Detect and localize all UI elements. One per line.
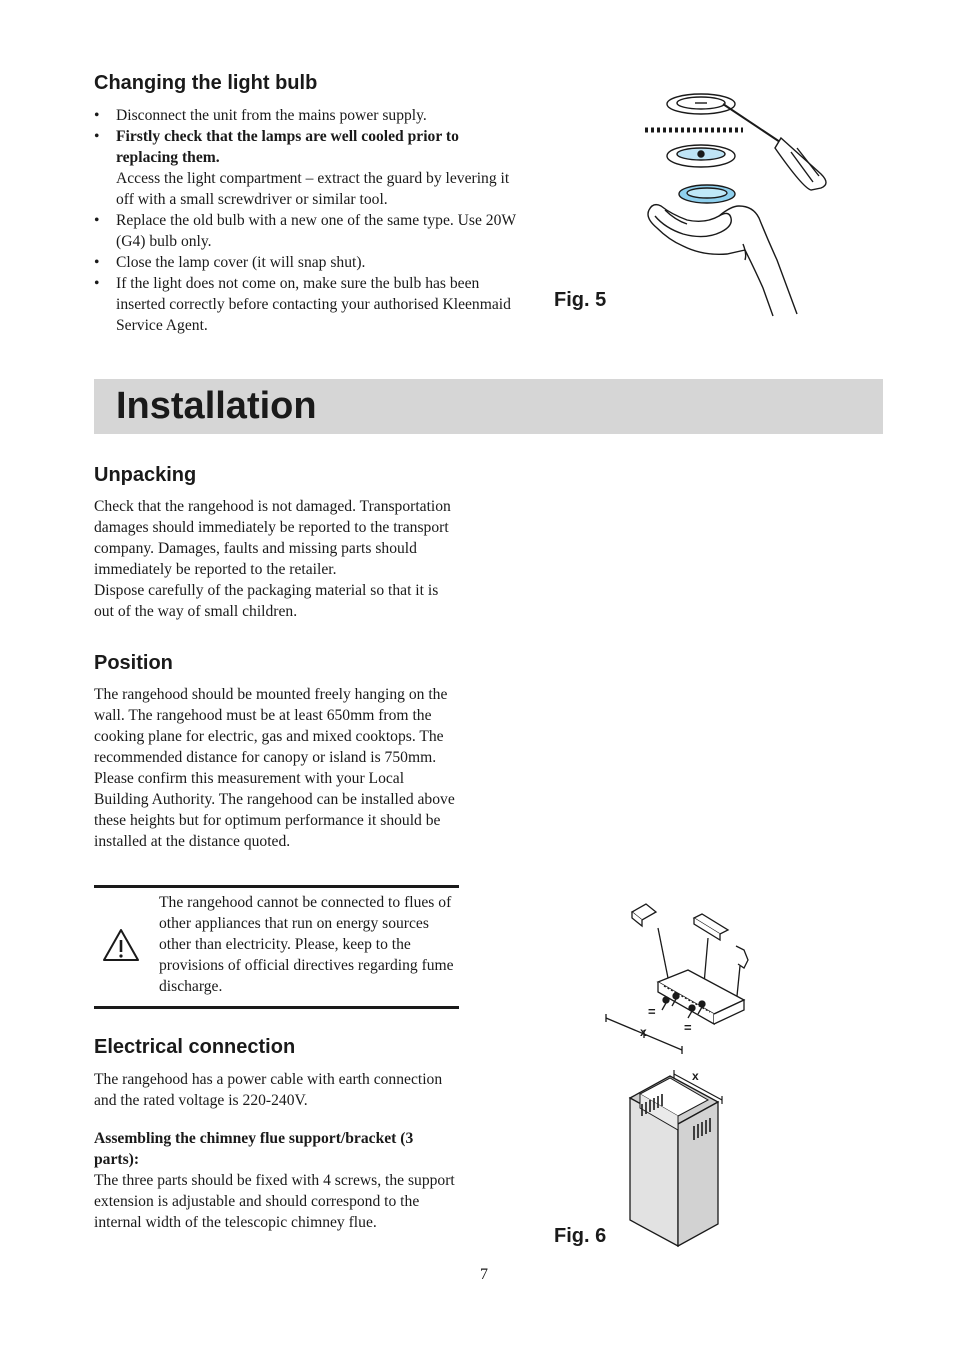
electrical-heading: Electrical connection xyxy=(94,1036,296,1058)
position-text: The rangehood should be mounted freely hanging on the wall. The rangehood must be at least 650mm from the cooking plane for electric, gas and mixed cooktops. The recommended distance for canopy or island is 750mm. Please confirm this measurement with your Local Building Authority. The rangehood can be installed above these heights but for optimum performance it should be installed at the distance quoted. xyxy=(94,686,455,850)
unpacking-text: Check that the rangehood is not damaged. Transportation damages should immediately be reported to the transport company. Damages, faults and missing parts should immediately be reported to the retailer. Dispose carefully of the packaging material so that it is out of the way of small children. xyxy=(94,498,451,620)
electrical-text: The rangehood has a power cable with earth connection and the rated voltage is 220-240V. xyxy=(94,1071,443,1109)
warning-triangle-icon xyxy=(102,928,140,962)
warning-box xyxy=(94,885,459,1009)
fig6-label: Fig. 6 xyxy=(554,1225,607,1247)
light-bulb-heading: Changing the light bulb xyxy=(94,72,318,94)
dimension-x-label: x xyxy=(640,1025,647,1039)
dimension-x-label: x xyxy=(692,1069,699,1083)
equal-mark: = xyxy=(648,1004,656,1019)
list-item: • Disconnect the unit from the mains power supply. xyxy=(94,105,524,126)
section-title: Installation xyxy=(116,385,317,427)
warning-bold-text: Firstly check that the lamps are well cooled prior to replacing them. xyxy=(116,128,459,166)
list-item: • Close the lamp cover (it will snap shut). xyxy=(94,252,524,273)
page-number: 7 xyxy=(480,1266,488,1283)
list-item: • Replace the old bulb with a new one of the same type. Use 20W (G4) bulb only. xyxy=(94,210,524,252)
fig6-chimney-illustration xyxy=(622,1064,730,1248)
unpacking-heading: Unpacking xyxy=(94,464,197,486)
list-item: • Firstly check that the lamps are well cooled prior to replacing them. Access the light compartment – extract the guard by levering it off with a small screwdriver or similar tool. xyxy=(94,126,524,210)
equal-mark: = xyxy=(684,1020,692,1035)
fig5-bulb-illustration xyxy=(635,88,835,320)
bracket-subheading: Assembling the chimney flue support/bracket (3 parts): xyxy=(94,1130,414,1168)
list-item: • If the light does not come on, make sure the bulb has been inserted correctly before contacting your authorised Kleenmaid Service Agent. xyxy=(94,273,524,336)
fig6-bracket-illustration xyxy=(598,898,758,1056)
light-bulb-steps xyxy=(94,105,524,336)
fig5-label: Fig. 5 xyxy=(554,289,607,311)
bracket-text: The three parts should be fixed with 4 screws, the support extension is adjustable and should correspond to the internal width of the telescopic chimney flue. xyxy=(94,1172,455,1231)
installation-banner xyxy=(94,379,883,434)
warning-text: The rangehood cannot be connected to flues of other appliances that run on energy sources other than electricity. Please, keep to the provisions of official directives regarding fume discharge. xyxy=(159,894,454,995)
position-heading: Position xyxy=(94,652,173,674)
